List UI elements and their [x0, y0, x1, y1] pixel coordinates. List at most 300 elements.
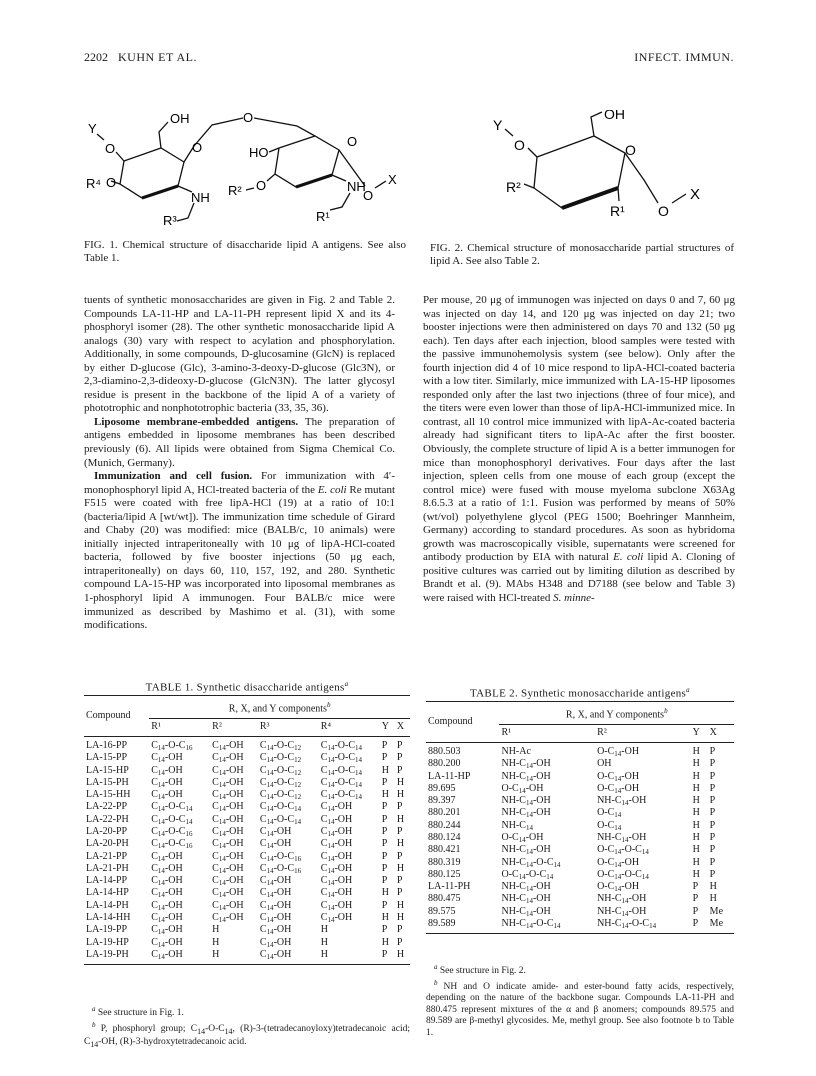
table-cell: P	[396, 924, 403, 936]
table-cell: P	[396, 752, 403, 764]
table-row	[426, 906, 734, 918]
paragraph-liposome-text: The preparation of antigens embedded in liposome membranes has been described previously (6). All lipids were obtained from Sigma Chemical Co. (Munich, Germany).	[84, 415, 395, 469]
table-cell: $C_{14}-O-C_{16}$	[151, 838, 193, 851]
table-cell: $C_{14}-OH$	[320, 838, 353, 851]
table-cell: $C_{14}-OH$	[320, 862, 353, 875]
table-cell: $C_{14}-OH$	[151, 850, 183, 863]
table-cell: $C_{14}-OH$	[151, 862, 183, 875]
table-cell: H	[692, 868, 700, 880]
paragraph-immunization-continued	[423, 294, 735, 606]
running-header	[84, 50, 734, 66]
table-1-group-header	[149, 696, 410, 719]
table-1-group-mark: b	[326, 701, 331, 709]
table-cell: P	[381, 776, 388, 788]
table-cell: $C_{14}-OH$	[212, 752, 244, 765]
paragraph-continued-text-a: Per mouse, 20 μg of immunogen was injected on days 0 and 7, 60 μg was injected on day 14, and 120 μg was injected on day 21; two booster injections were then administered on days 70 and 132 (50 μg each). Ten days after each injection, blood samples were tested with the passive immunohemolysis system (see below). Only after the fourth injection did 4 of 10 mice respond to lipA-HCl-coated bacteria with a low titer. Similarly, mice immunized with LA-15-HP liposomes responded only after the last two injections (three of four mice), and the titers were even lower than those of lipA-HCl-immunized mice. In contrast, all 10 control mice immunized with lipA-Ac-coated bacteria already had significant titers to lipA-Ac after the first booster. Obviously, the complete structure of lipid A is a better immunogen for mice than monophosphoryl derivatives. Four days after the last injection, spleen cells from one mouse of each group (except the control mice) were fused with mouse myeloma subclone X63Ag 8.6.5.3 at a ratio of 1:1. Fusion was performed by means of 50% (wt/vol) polyethylene glycol (PEG 1500; Boehringer Mannheim, Germany) according to standard procedures. As soon as hybridoma growth was macroscopically visible, supernatants were screened for antibody production by EIA with natural	[423, 294, 735, 564]
table-cell: H	[381, 887, 389, 899]
table-cell-compound: 880.475	[428, 893, 461, 905]
table-cell: $C_{14}-OH$	[151, 875, 183, 888]
table-cell-compound: LA-20-PH	[86, 838, 129, 850]
table-row	[84, 937, 410, 949]
table-cell: $C_{14}-OH$	[259, 912, 292, 925]
table-cell-compound: LA-11-PH	[428, 881, 471, 893]
table-cell: P	[709, 807, 716, 819]
table-cell-compound: LA-15-HH	[86, 789, 131, 801]
figure-2-caption: FIG. 2. Chemical structure of monosaccharide partial structures of lipid A. See also Table 2.	[430, 242, 734, 267]
table-cell: $NH-C_{14}-OH$	[501, 807, 551, 820]
table-cell: $NH-C_{14}-OH$	[597, 905, 647, 918]
table-row	[426, 844, 734, 856]
table-cell: $C_{14}-OH$	[151, 899, 183, 912]
table-cell: P	[396, 764, 403, 776]
table1-col-header-5: X	[396, 720, 405, 732]
table-cell: P	[709, 856, 716, 868]
table-cell: $NH-C_{14}-OH$	[597, 832, 647, 844]
table-cell: $C_{14}-OH$	[259, 924, 292, 937]
table-cell: P	[692, 905, 699, 917]
table-cell: H	[396, 776, 405, 788]
table-cell: H	[692, 856, 700, 868]
table-cell: H	[396, 948, 405, 960]
table-cell-compound: 89.575	[428, 905, 456, 917]
fig2-label-r2: R²	[506, 179, 521, 195]
table-cell: H	[381, 912, 389, 924]
right-text-column	[423, 294, 735, 606]
table-cell: $C_{14}-O-C_{14}$	[320, 776, 363, 789]
table-cell: H	[396, 789, 405, 801]
fig2-label-o-x: O	[658, 203, 669, 219]
table-cell: $O-C_{14}-O-C_{14}$	[597, 844, 649, 857]
table-cell: $C_{14}-O-C_{12}$	[259, 752, 302, 765]
table-cell: $C_{14}-OH$	[259, 838, 292, 851]
table-2	[426, 701, 734, 934]
table-cell: $C_{14}-OH$	[151, 924, 183, 937]
table-cell: $NH-C_{14}-O-C_{14}$	[501, 856, 561, 869]
table-cell: $O-C_{14}-O-C_{14}$	[597, 868, 649, 881]
table-cell: P	[692, 881, 699, 893]
table-cell: $O-C_{14}-OH$	[597, 782, 640, 795]
table-cell: H	[320, 948, 329, 960]
table-cell-compound: LA-14-PH	[86, 899, 129, 911]
table-cell-compound: 880.125	[428, 868, 461, 880]
table1-col-header-4: Y	[381, 720, 389, 732]
fig2-label-r1: R¹	[610, 203, 625, 219]
table-cell: $C_{14}-OH$	[151, 936, 183, 949]
fig1-label-y: Y	[88, 121, 97, 136]
table-cell: $NH-C_{14}-OH$	[501, 758, 551, 771]
table-cell: P	[381, 826, 388, 837]
table-cell: P	[692, 918, 699, 930]
table-cell: $C_{14}-OH$	[212, 838, 244, 851]
fig2-label-ring-o: O	[625, 142, 636, 158]
table-2-footnote-b-text: NH and O indicate amide- and ester-bound fatty acids, respectively, depending on the nature of the backbone sugar. Compounds LA-11-PH and 880.475 represent mixtures of the α and β anomers; compounds 89.575 and 89.589 are β-methyl glycosides. Me, methyl group. See also footnote b to Table 1.	[426, 981, 734, 1038]
table-cell: $O-C_{14}$	[597, 807, 622, 820]
fig1-label-x: X	[388, 172, 397, 187]
table-cell: H	[709, 893, 717, 905]
table-cell: P	[381, 924, 388, 936]
table-cell: H	[320, 936, 329, 948]
table1-col-header-2: R³	[259, 720, 270, 732]
table-cell: P	[709, 832, 716, 843]
table-cell: H	[212, 948, 220, 960]
fig2-label-x: X	[690, 186, 701, 203]
heading-liposome: Liposome membrane-embedded antigens.	[94, 415, 299, 428]
table-cell: $C_{14}-OH$	[212, 912, 244, 925]
table-cell: P	[709, 868, 716, 880]
table-row	[84, 912, 410, 924]
table-cell-compound: LA-21-PP	[86, 850, 128, 862]
table-cell: P	[381, 813, 388, 825]
table-cell: $C_{14}-OH$	[212, 801, 244, 814]
table-cell-compound: LA-20-PP	[86, 826, 128, 837]
table-row	[426, 742, 734, 758]
table-cell-compound: LA-19-HP	[86, 936, 129, 948]
table-2-title-text: TABLE 2. Synthetic monosaccharide antigens	[470, 687, 687, 700]
table-cell: $C_{14}-O-C_{14}$	[151, 801, 193, 814]
table-cell: $C_{14}-OH$	[212, 789, 244, 802]
table-cell: $O-C_{14}-OH$	[501, 782, 544, 795]
table-1-footnote-b-mark: b	[92, 1020, 96, 1029]
table-cell: $C_{14}-O-C_{16}$	[259, 850, 302, 863]
table-cell: $C_{14}-OH$	[212, 813, 244, 826]
table-cell: $NH-C_{14}-OH$	[597, 893, 647, 906]
table-cell: Me	[709, 918, 724, 930]
table-cell: Me	[709, 905, 724, 917]
table2-col-header-2: Y	[692, 726, 700, 738]
table-cell: H	[692, 745, 700, 757]
table-cell: P	[709, 758, 716, 770]
table-row	[84, 752, 410, 764]
table-cell: P	[381, 838, 388, 850]
table-cell: $O-C_{14}-OH$	[597, 770, 640, 783]
table-cell: $C_{14}-OH$	[151, 764, 183, 777]
table-cell: $NH-C_{14}-O-C_{14}$	[501, 918, 561, 931]
table-cell-compound: LA-11-HP	[428, 770, 471, 782]
fig2-label-o-y: O	[514, 137, 525, 153]
table-cell-compound: 880.201	[428, 807, 461, 819]
table-cell-compound: LA-19-PP	[86, 924, 128, 936]
paragraph-liposome	[84, 416, 395, 470]
table-row	[84, 900, 410, 912]
table-cell: $NH-C_{14}-OH$	[597, 795, 647, 808]
paragraph-immunization-text-a: For immunization with 4′-monophosphoryl lipid A, HCl-treated bacteria of the	[84, 470, 395, 496]
table-cell: P	[381, 899, 388, 911]
table-cell: $C_{14}-O-C_{16}$	[259, 862, 302, 875]
table-row	[426, 918, 734, 934]
table-row	[426, 771, 734, 783]
table-cell: H	[381, 764, 389, 776]
table-cell: H	[212, 936, 220, 948]
table-cell: P	[709, 795, 716, 807]
table-cell-compound: LA-14-PP	[86, 875, 128, 887]
table-cell-compound: LA-14-HP	[86, 887, 129, 899]
fig1-label-nh-left: NH	[191, 190, 210, 205]
table-cell: $C_{14}-OH$	[151, 948, 183, 961]
table-row	[426, 820, 734, 832]
table-row	[84, 924, 410, 936]
table1-col-header-1: R²	[212, 720, 222, 732]
fig2-label-oh: OH	[604, 110, 625, 122]
table-cell: $C_{14}-OH$	[151, 752, 183, 765]
table-cell: $C_{14}-OH$	[259, 948, 292, 961]
table-cell: P	[396, 936, 403, 948]
table-1-footnote-a	[84, 1004, 410, 1020]
journal-name: INFECT. IMMUN.	[634, 50, 734, 64]
table-cell: H	[692, 795, 700, 807]
table-cell: $C_{14}-OH$	[212, 739, 244, 752]
table-cell: $C_{14}-OH$	[259, 887, 292, 900]
table-1-group-header-text: R, X, and Y components	[228, 703, 327, 715]
table-row	[84, 838, 410, 850]
table-cell: $C_{14}-O-C_{16}$	[151, 826, 193, 838]
table-cell-compound: LA-22-PP	[86, 801, 128, 813]
table-row	[84, 875, 410, 887]
table-cell: H	[692, 844, 700, 856]
fig1-label-nh-right: NH	[347, 179, 366, 194]
fig1-label-oh: OH	[170, 111, 190, 126]
fig1-label-ho: HO	[249, 145, 269, 160]
table-row	[426, 881, 734, 893]
table-cell: $C_{14}-OH$	[320, 813, 353, 826]
table-cell-compound: 880.503	[428, 745, 461, 757]
table-cell-compound: 880.244	[428, 819, 461, 831]
table-cell: $NH-C_{14}$	[501, 819, 533, 832]
table-cell-compound: 89.397	[428, 795, 456, 807]
fig2-label-y: Y	[493, 117, 503, 133]
table-cell: $C_{14}-OH$	[259, 826, 292, 838]
table-cell: P	[381, 752, 388, 764]
table-1-footnote-b-text: P, phosphoryl group; $C_{14}-O-C_{14}$, (R)-3-(tetradecanoyloxy)tetradecanoic acid; $C_{14}-OH$, (R)-3-hydroxytetradecanoic acid.	[84, 1023, 411, 1050]
table-cell: $C_{14}-OH$	[259, 899, 292, 912]
table-cell: $C_{14}-OH$	[259, 875, 292, 888]
table-cell: P	[396, 887, 403, 899]
paragraph-continued-text-b: lipid A. Cloning of positive cultures was carried out by limiting dilution as described by Brandt et al. (9). MAbs H348 and D7188 (see below and Table 3) were raised with HCl-treated	[423, 551, 736, 605]
table-cell: P	[381, 862, 388, 874]
table-cell: $NH-C_{14}-OH$	[501, 795, 551, 808]
table-cell: $C_{14}-O-C_{14}$	[320, 739, 363, 752]
table-2-footnote-a	[426, 962, 734, 978]
table-cell-compound: LA-15-HP	[86, 764, 129, 776]
table-cell-compound: LA-14-HH	[86, 912, 131, 924]
table-cell: P	[396, 850, 403, 862]
table-cell-compound: 89.589	[428, 918, 456, 930]
table-cell-compound: LA-22-PH	[86, 813, 129, 825]
table-cell: $C_{14}-OH$	[212, 850, 244, 863]
table-cell: H	[692, 770, 700, 782]
table-1-footnotes	[84, 1004, 410, 1051]
table-cell: $C_{14}-OH$	[212, 764, 244, 777]
species-name: E. coli	[317, 483, 347, 496]
table-1-footnote-a-text: See structure in Fig. 1.	[97, 1008, 184, 1019]
table-cell: P	[709, 844, 716, 856]
table-cell-compound: 89.695	[428, 782, 456, 794]
monosaccharide-structure-diagram	[478, 110, 738, 234]
table-cell: H	[692, 807, 700, 819]
table-cell: $C_{14}-O-C_{12}$	[259, 789, 302, 802]
table-cell-compound: LA-15-PP	[86, 752, 128, 764]
table-cell: $C_{14}-OH$	[212, 875, 244, 888]
table-cell: P	[381, 875, 388, 887]
table-cell: $C_{14}-OH$	[212, 887, 244, 900]
table-cell: P	[381, 801, 388, 813]
paragraph-monosaccharides: tuents of synthetic monosaccharides are given in Fig. 2 and Table 2. Compounds LA-11-HP and LA-11-PH represent lipid X and its 4-phosphoryl isomer (28). The other synthetic monosaccharide lipid A analogs (30) vary with respect to acylation and phosphorylation. Additionally, in some compounds, D-glucosamine (GlcN) is replaced by either D-glucose (Glc), 3-amino-3-deoxy-D-glucose (Glc3N), or 2,3-diamino-2,3-dideoxy-D-glucose (GlcN3N). The latter glycosyl residue is present in the backbone of the lipid A of a variety of phototrophic and nonphototrophic bacteria (33, 35, 36).	[84, 294, 395, 415]
table-cell: $C_{14}-OH$	[212, 899, 244, 912]
table-cell: H	[396, 813, 405, 825]
table-cell: $C_{14}-O-C_{12}$	[259, 739, 302, 752]
table-cell: $NH-C_{14}-OH$	[501, 893, 551, 906]
disaccharide-structure-diagram	[84, 108, 414, 236]
table-cell: H	[212, 924, 220, 936]
table-cell: P	[396, 739, 403, 751]
table-row	[84, 801, 410, 813]
table-cell: $O-C_{14}-OH$	[597, 881, 640, 894]
table-row	[84, 765, 410, 777]
table-1-footnote-b	[84, 1020, 410, 1051]
table-cell: H	[692, 819, 700, 831]
table-row	[84, 949, 410, 965]
table-cell: H	[381, 936, 389, 948]
fig1-label-r2: R²	[228, 183, 242, 198]
table-cell: H	[396, 899, 405, 911]
table-cell: $C_{14}-OH$	[320, 912, 353, 925]
fig1-label-r4: R⁴	[86, 176, 101, 191]
table-2-title	[426, 686, 734, 700]
table-cell: P	[709, 770, 716, 782]
table-cell: P	[381, 948, 388, 960]
table-row	[84, 887, 410, 899]
fig1-label-o-x: O	[363, 188, 374, 203]
running-authors: KUHN ET AL.	[118, 50, 197, 64]
table-cell: $C_{14}-OH$	[212, 862, 244, 875]
table-cell-compound: 880.200	[428, 758, 461, 770]
table2-col-header-0: R¹	[501, 726, 512, 738]
table-cell: $C_{14}-OH$	[320, 887, 353, 900]
table-cell: H	[692, 758, 700, 770]
table-row	[84, 826, 410, 838]
table-row	[426, 795, 734, 807]
table2-col-header-3: X	[709, 726, 717, 738]
fig1-label-r1: R¹	[316, 209, 330, 224]
table-cell: H	[396, 912, 405, 924]
table2-col-header-1: R²	[597, 726, 607, 738]
table-cell: $C_{14}-O-C_{14}$	[320, 764, 363, 777]
fig1-label-link-o: O	[243, 110, 254, 125]
table1-col-header-3: R⁴	[320, 720, 331, 732]
fig1-label-r3: R³	[163, 213, 177, 228]
figure-1-caption: FIG. 1. Chemical structure of disaccharide lipid A antigens. See also Table 1.	[84, 239, 406, 264]
table-cell: $NH-C_{14}-O-C_{14}$	[597, 918, 657, 931]
table-cell: $O-C_{14}-OH$	[501, 832, 544, 844]
table-cell: P	[381, 850, 388, 862]
table-cell-compound: 880.124	[428, 832, 461, 843]
fig1-label-ring-o-left: O	[192, 140, 203, 155]
table-2-group-header	[499, 702, 734, 725]
table-row	[84, 789, 410, 801]
table-2-header-compound: Compound	[426, 702, 499, 743]
table-cell: $O-C_{14}-O-C_{14}$	[501, 868, 554, 881]
table-1-footnote-a-mark: a	[92, 1005, 96, 1013]
table-cell: $O-C_{14}-OH$	[597, 745, 640, 758]
table-1-header-compound: Compound	[84, 696, 149, 737]
fig1-label-ring-o-right: O	[347, 134, 358, 149]
table-cell: H	[396, 838, 405, 850]
table-cell: H	[692, 782, 700, 794]
table-cell: $C_{14}-OH$	[320, 801, 353, 814]
table-cell: H	[692, 832, 700, 843]
table-cell: $C_{14}-OH$	[320, 826, 353, 838]
table1-col-header-0: R¹	[151, 720, 161, 732]
table-cell: $C_{14}-O-C_{12}$	[259, 764, 302, 777]
table-cell: $NH-C_{14}-OH$	[501, 905, 551, 918]
heading-immunization: Immunization and cell fusion.	[94, 470, 253, 483]
table-row	[84, 851, 410, 863]
table-cell: $NH-C_{14}-OH$	[501, 770, 551, 783]
table-2-footnotes	[426, 962, 734, 1039]
table-cell: $C_{14}-OH$	[320, 875, 353, 888]
table-row	[426, 758, 734, 770]
table-cell: $C_{14}-O-C_{14}$	[259, 801, 302, 814]
table-row	[84, 814, 410, 826]
table-cell-compound: 880.421	[428, 844, 461, 856]
table-cell-compound: 880.319	[428, 856, 461, 868]
table-2-footnote-b	[426, 978, 734, 1040]
table-cell: $C_{14}-OH$	[212, 826, 244, 838]
table-cell: $C_{14}-O-C_{12}$	[259, 776, 302, 789]
table-cell: $C_{14}-O-C_{14}$	[259, 813, 302, 826]
table-cell: $O-C_{14}-OH$	[597, 856, 640, 869]
table-cell: H	[320, 924, 329, 936]
table-1-title-text: TABLE 1. Synthetic disaccharide antigens	[145, 681, 345, 694]
table-row	[426, 857, 734, 869]
table-cell: P	[709, 819, 716, 831]
table-cell: $O-C_{14}$	[597, 819, 622, 832]
table-cell: P	[396, 826, 403, 837]
table-cell: $C_{14}-OH$	[151, 912, 183, 925]
table-cell: H	[396, 862, 405, 874]
fig1-label-o-r4: O	[106, 175, 117, 190]
species-name-minnesota: S. minne-	[553, 592, 595, 605]
table-cell: $C_{14}-O-C_{14}$	[320, 789, 363, 802]
table-cell: $C_{14}-OH$	[151, 789, 183, 802]
page-number: 2202	[84, 50, 108, 64]
figure-1-structure	[84, 108, 414, 236]
table-cell: $C_{14}-OH$	[151, 776, 183, 789]
table-2-group-mark: b	[664, 707, 668, 715]
table-cell: $C_{14}-OH$	[151, 887, 183, 900]
table-cell: P	[396, 801, 403, 813]
table-cell-compound: LA-19-PH	[86, 948, 129, 960]
table-row	[426, 783, 734, 795]
table-cell-compound: LA-16-PP	[86, 739, 128, 751]
table-2-title-mark: a	[686, 686, 690, 694]
table-row	[426, 807, 734, 819]
figure-2-structure	[478, 110, 738, 234]
table-1-title	[84, 680, 410, 694]
species-name-ecoli: E. coli	[613, 551, 644, 564]
table-cell: $NH-C_{14}-OH$	[501, 844, 551, 857]
table-cell-compound: LA-21-PH	[86, 862, 129, 874]
table-cell: $C_{14}-OH$	[212, 776, 244, 789]
fig1-label-o-y: O	[105, 141, 116, 156]
paragraph-immunization	[84, 470, 395, 633]
table-cell: NH-Ac	[501, 745, 531, 757]
fig1-label-o-r2: O	[256, 178, 267, 193]
table-cell: $C_{14}-OH$	[320, 899, 353, 912]
table-row	[84, 736, 410, 752]
table-2-footnote-a-text: See structure in Fig. 2.	[439, 966, 526, 977]
table-cell: P	[709, 745, 716, 757]
table-row	[426, 869, 734, 881]
